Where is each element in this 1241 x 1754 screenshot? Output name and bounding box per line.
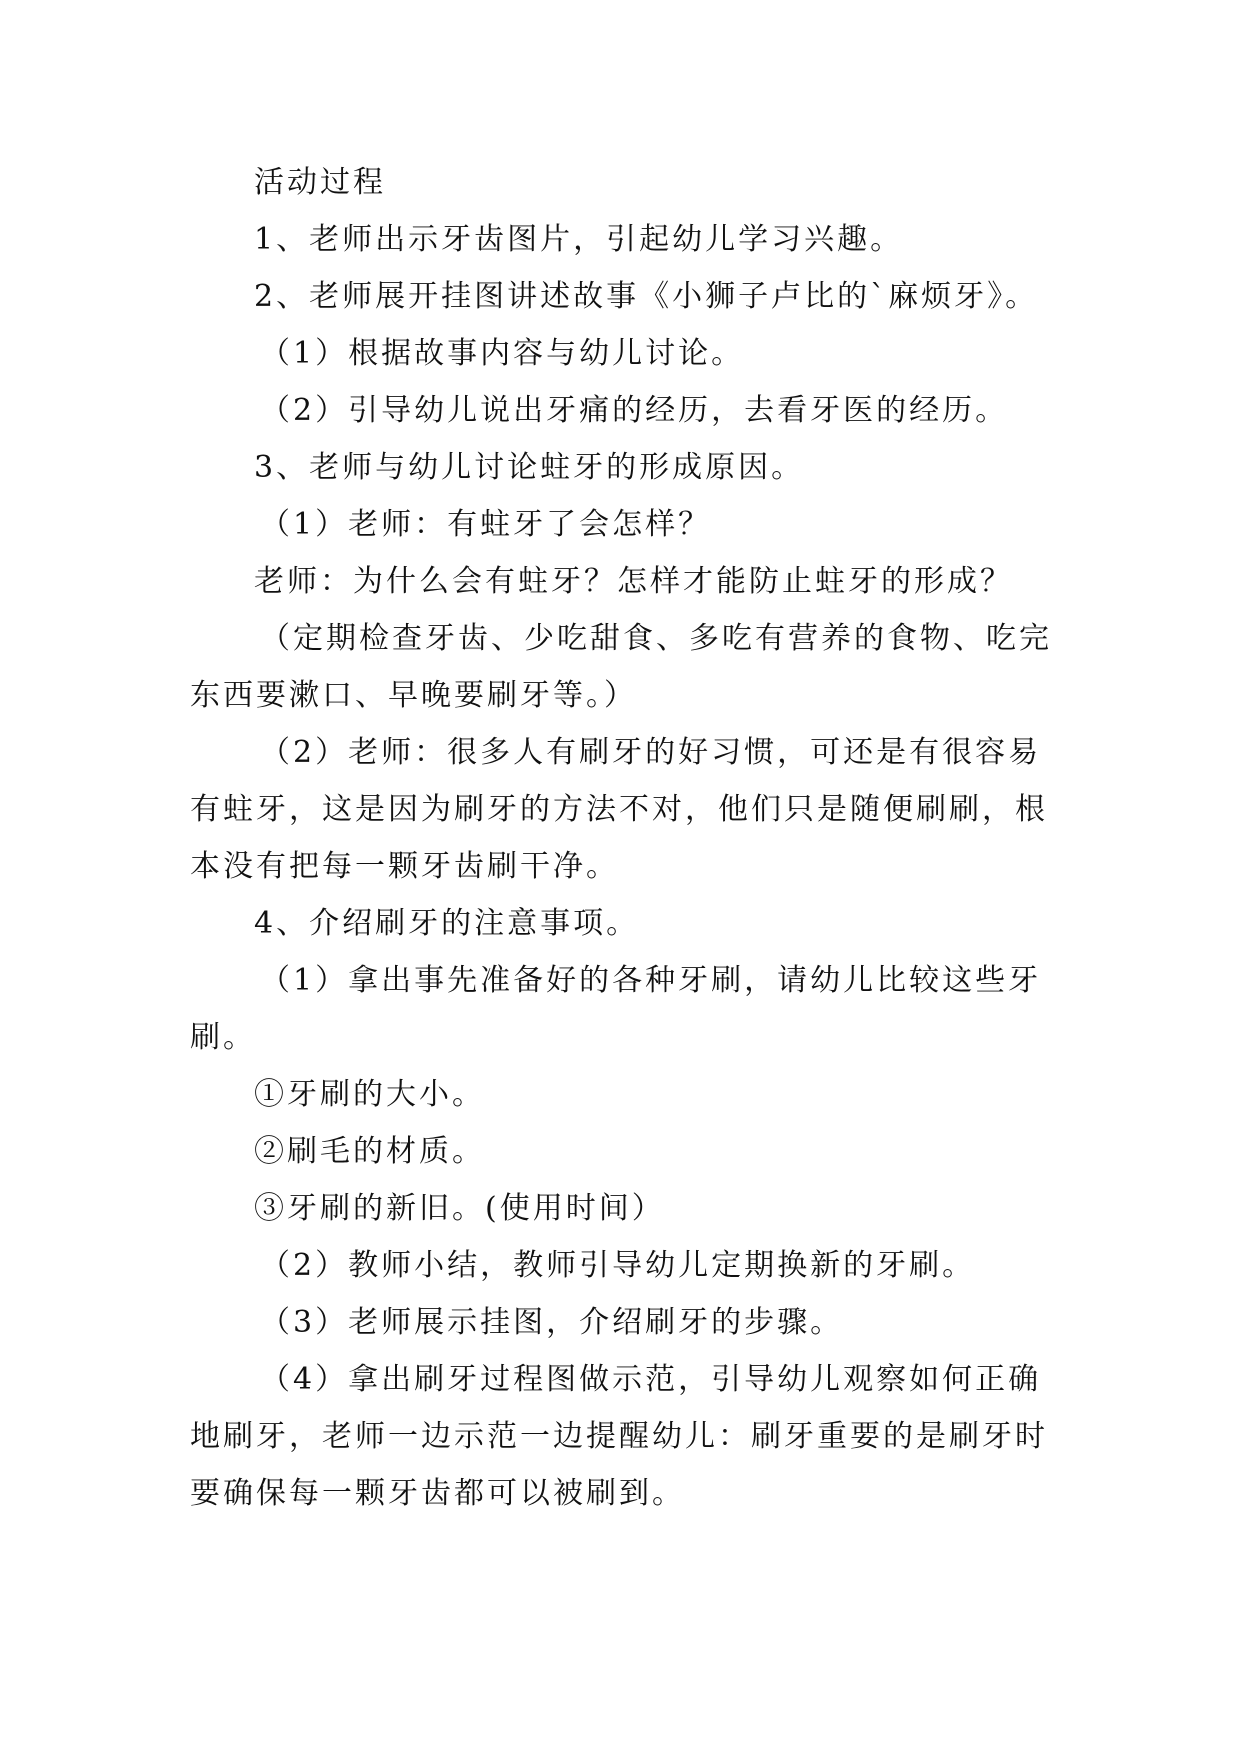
list-item: ②刷毛的材质。 [254, 1134, 485, 1169]
paragraph-line: 老师：为什么会有蛀牙？怎样才能防止蛀牙的形成？ [254, 564, 1013, 599]
paragraph-line: （2）教师小结，教师引导幼儿定期换新的牙刷。 [260, 1248, 976, 1283]
paragraph-line: （定期检查牙齿、少吃甜食、多吃有营养的食物、吃完 [260, 621, 1052, 656]
paragraph-line: 刷。 [190, 1020, 256, 1055]
list-item: ③牙刷的新旧。(使用时间） [254, 1191, 665, 1226]
paragraph-line: （2）引导幼儿说出牙痛的经历，去看牙医的经历。 [260, 393, 1009, 428]
paragraph-line: （1）根据故事内容与幼儿讨论。 [260, 336, 745, 371]
paragraph-line: （3）老师展示挂图，介绍刷牙的步骤。 [260, 1305, 844, 1340]
paragraph-line: 东西要漱口、早晚要刷牙等。） [190, 678, 637, 713]
paragraph-line: 1、老师出示牙齿图片，引起幼儿学习兴趣。 [254, 222, 904, 257]
paragraph-line: 3、老师与幼儿讨论蛀牙的形成原因。 [254, 450, 805, 485]
section-heading: 活动过程 [254, 165, 386, 200]
paragraph-line: （2）老师：很多人有刷牙的好习惯，可还是有很容易 [260, 735, 1042, 770]
paragraph-line: 有蛀牙，这是因为刷牙的方法不对，他们只是随便刷刷，根 [190, 792, 1048, 827]
paragraph-line: 本没有把每一颗牙齿刷干净。 [190, 849, 619, 884]
paragraph-line: 要确保每一颗牙齿都可以被刷到。 [190, 1476, 685, 1511]
paragraph-line: （1）老师：有蛀牙了会怎样？ [260, 507, 712, 542]
paragraph-line: 4、介绍刷牙的注意事项。 [254, 906, 640, 941]
paragraph-line: （1）拿出事先准备好的各种牙刷，请幼儿比较这些牙 [260, 963, 1042, 998]
paragraph-line: （4）拿出刷牙过程图做示范，引导幼儿观察如何正确 [260, 1362, 1042, 1397]
paragraph-line: 地刷牙，老师一边示范一边提醒幼儿：刷牙重要的是刷牙时 [190, 1419, 1048, 1454]
list-item: ①牙刷的大小。 [254, 1077, 485, 1112]
paragraph-line: 2、老师展开挂图讲述故事《小狮子卢比的`麻烦牙》。 [254, 279, 1039, 314]
